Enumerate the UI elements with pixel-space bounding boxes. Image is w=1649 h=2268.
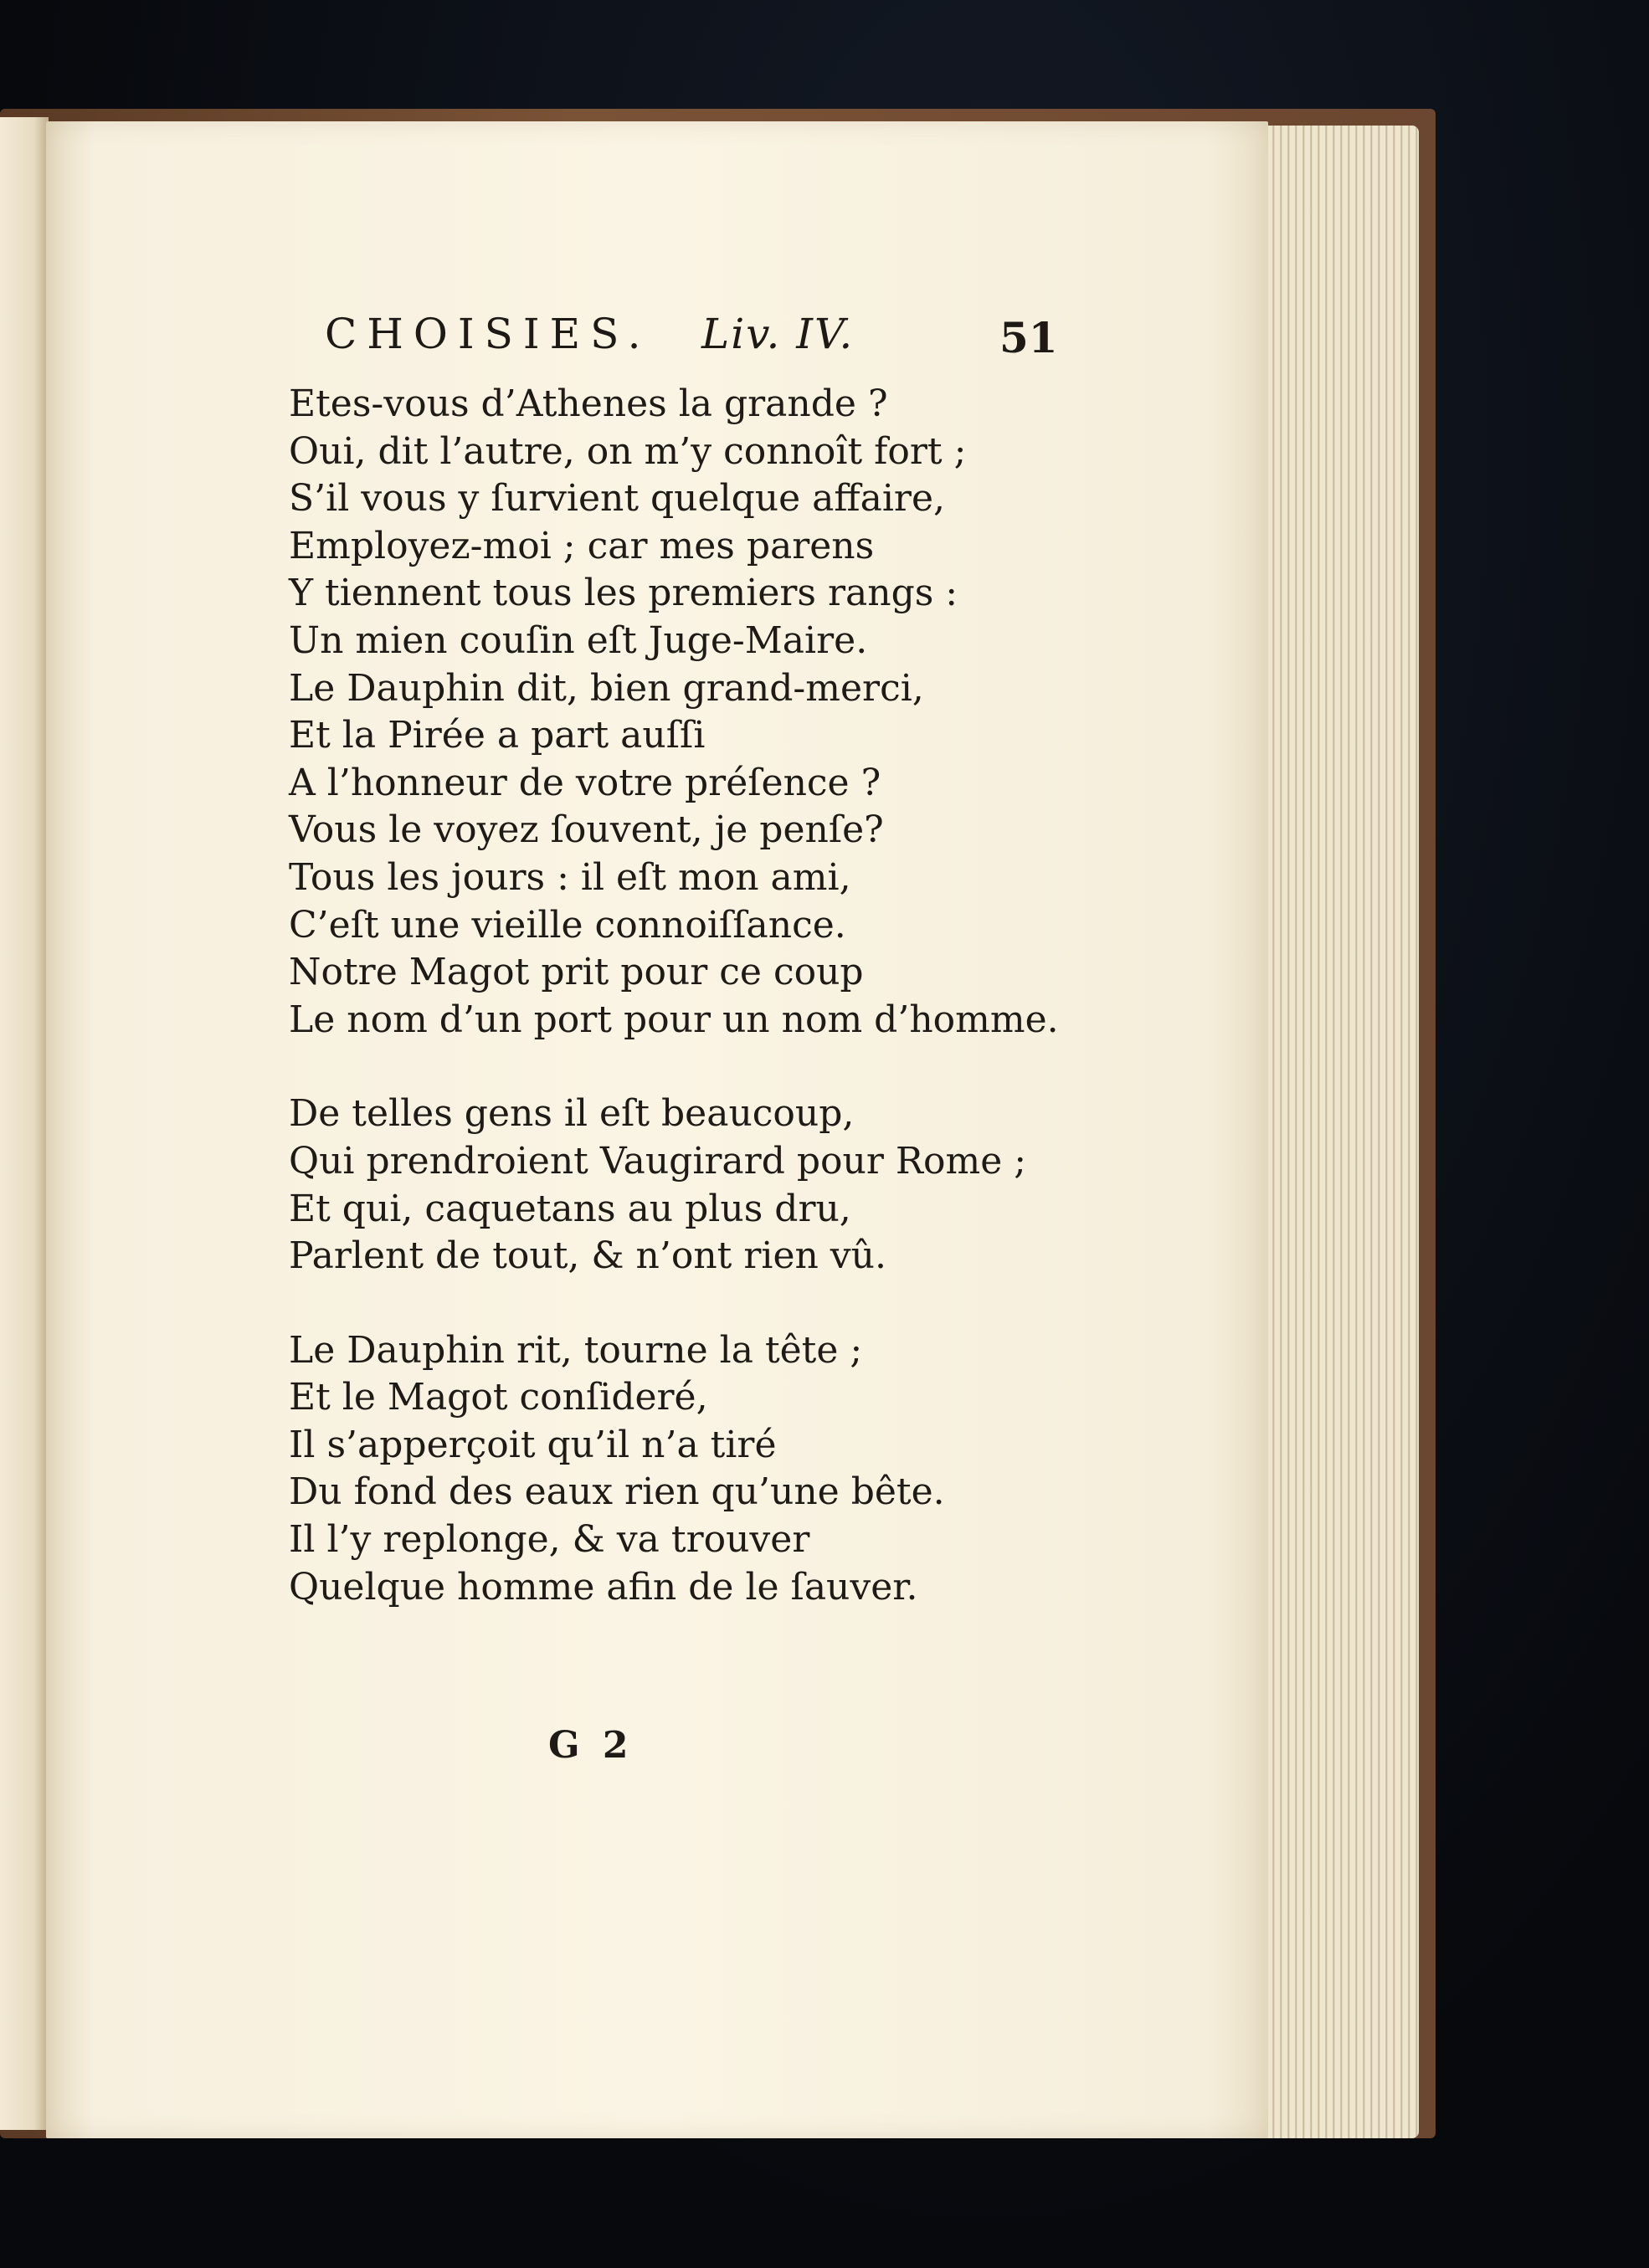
verse-line: Etes-vous d’Athenes la grande ? bbox=[289, 382, 888, 425]
stanza bbox=[289, 1327, 1059, 1612]
verse-line: Tous les jours : il eſt mon ami, bbox=[289, 855, 851, 899]
verse-line: Parlent de tout, & n’ont rien vû. bbox=[289, 1234, 886, 1278]
page-edges bbox=[1260, 126, 1419, 2138]
verse-line: S’il vous y ſurvient quelque affaire, bbox=[289, 477, 945, 521]
verse-line: Le nom d’un port pour un nom d’homme. bbox=[289, 998, 1059, 1041]
running-head: CHOISIES. bbox=[325, 310, 651, 358]
verse-line: Et la Pirée a part auſſi bbox=[289, 714, 706, 757]
verse-line: De telles gens il eſt beaucoup, bbox=[289, 1092, 855, 1136]
page-number: 51 bbox=[999, 313, 1058, 362]
verse-line: Il l’y replonge, & va trouver bbox=[289, 1518, 810, 1562]
verse-line: Et le Magot conſideré, bbox=[289, 1376, 708, 1419]
poem-text bbox=[289, 381, 1059, 1611]
verse-line: Le Dauphin dit, bien grand-merci, bbox=[289, 666, 924, 710]
verse-line: Il s’apperçoit qu’il n’a tiré bbox=[289, 1423, 777, 1466]
verse-line: Vous le voyez ſouvent, je penſe? bbox=[289, 808, 884, 852]
signature-mark: G 2 bbox=[548, 1724, 634, 1767]
stanza bbox=[289, 381, 1059, 1044]
verse-line: C’eſt une vieille connoiſſance. bbox=[289, 903, 846, 947]
stanza bbox=[289, 1090, 1059, 1280]
verse-line: Notre Magot prit pour ce coup bbox=[289, 951, 864, 994]
verse-line: Oui, dit l’autre, on m’y connoît fort ; bbox=[289, 429, 967, 473]
verse-line: Et qui, caquetans au plus dru, bbox=[289, 1187, 851, 1230]
section-reference: Liv. IV. bbox=[701, 310, 855, 358]
facing-page-edge bbox=[0, 117, 49, 2130]
verse-line: Du fond des eaux rien qu’une bête. bbox=[289, 1470, 945, 1514]
page-header bbox=[325, 310, 1078, 368]
verse-line: A l’honneur de votre préſence ? bbox=[289, 761, 881, 804]
verse-line: Un mien couſin eſt Juge-Maire. bbox=[289, 618, 868, 662]
verse-line: Quelque homme afin de le ſauver. bbox=[289, 1565, 918, 1609]
verse-line: Employez-moi ; car mes parens bbox=[289, 524, 875, 567]
verse-line: Qui prendroient Vaugirard pour Rome ; bbox=[289, 1139, 1027, 1183]
verse-line: Y tiennent tous les premiers rangs : bbox=[289, 572, 958, 615]
verse-line: Le Dauphin rit, tourne la tête ; bbox=[289, 1328, 863, 1372]
